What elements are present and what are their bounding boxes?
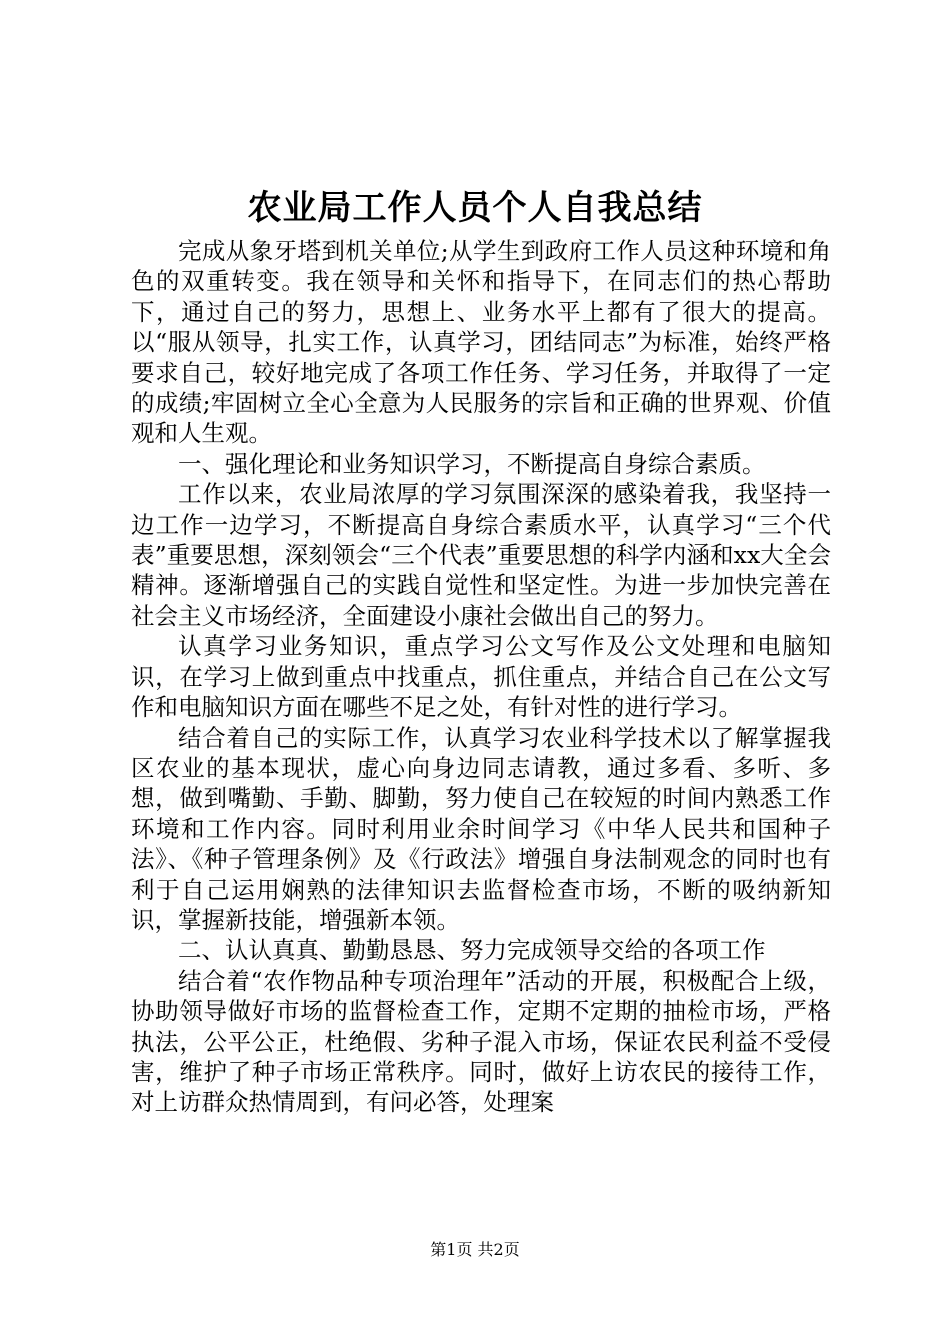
paragraph-market-supervision: 结合着“农作物品种专项治理年”活动的开展，积极配合上级，协助领导做好市场的监督检查工作，定期不定期的抽检市场，严格执法，公平公正，杜绝假、劣种子混入市场，保证农民利益不受侵害，维护了种子市场正常秩序。同时，做好上访农民的接待工作，对上访群众热情周到，有问必答，处理案: [131, 966, 831, 1117]
document-body: [131, 236, 831, 1118]
paragraph-business-study: 认真学习业务知识，重点学习公文写作及公文处理和电脑知识，在学习上做到重点中找重点，抓住重点，并结合自己在公文写作和电脑知识方面在哪些不足之处，有针对性的进行学习。: [131, 632, 831, 722]
paragraph-practical-work: 结合着自己的实际工作，认真学习农业科学技术以了解掌握我区农业的基本现状，虚心向身边同志请教，通过多看、多听、多想，做到嘴勤、手勤、脚勤，努力使自己在较短的时间内熟悉工作环境和工作内容。同时利用业余时间学习《中华人民共和国种子法》、《种子管理条例》及《行政法》增强自身法制观念的同时也有利于自己运用娴熟的法律知识去监督检查市场，不断的吸纳新知识，掌握新技能，增强新本领。: [131, 723, 831, 934]
page-footer: 第1页 共2页: [430, 1240, 520, 1259]
document-title: 农业局工作人员个人自我总结: [247, 188, 703, 228]
paragraph-theory-study: 工作以来，农业局浓厚的学习氛围深深的感染着我，我坚持一边工作一边学习，不断提高自身综合素质水平，认真学习“三个代表”重要思想，深刻领会“三个代表”重要思想的科学内涵和xx大全会精神。逐渐增强自己的实践自觉性和坚定性。为进一步加快完善在社会主义市场经济，全面建设小康社会做出自己的努力。: [131, 480, 831, 630]
paragraph-intro: 完成从象牙塔到机关单位;从学生到政府工作人员这种环境和角色的双重转变。我在领导和关怀和指导下，在同志们的热心帮助下，通过自己的努力，思想上、业务水平上都有了很大的提高。以“服从领导，扎实工作，认真学习，团结同志”为标准，始终严格要求自己，较好地完成了各项工作任务、学习任务，并取得了一定的成绩;牢固树立全心全意为人民服务的宗旨和正确的世界观、价值观和人生观。: [131, 237, 831, 448]
section-heading-1: 一、强化理论和业务知识学习，不断提高自身综合素质。: [178, 449, 766, 478]
section-heading-2: 二、认认真真、勤勤恳恳、努力完成领导交给的各项工作: [178, 936, 766, 965]
